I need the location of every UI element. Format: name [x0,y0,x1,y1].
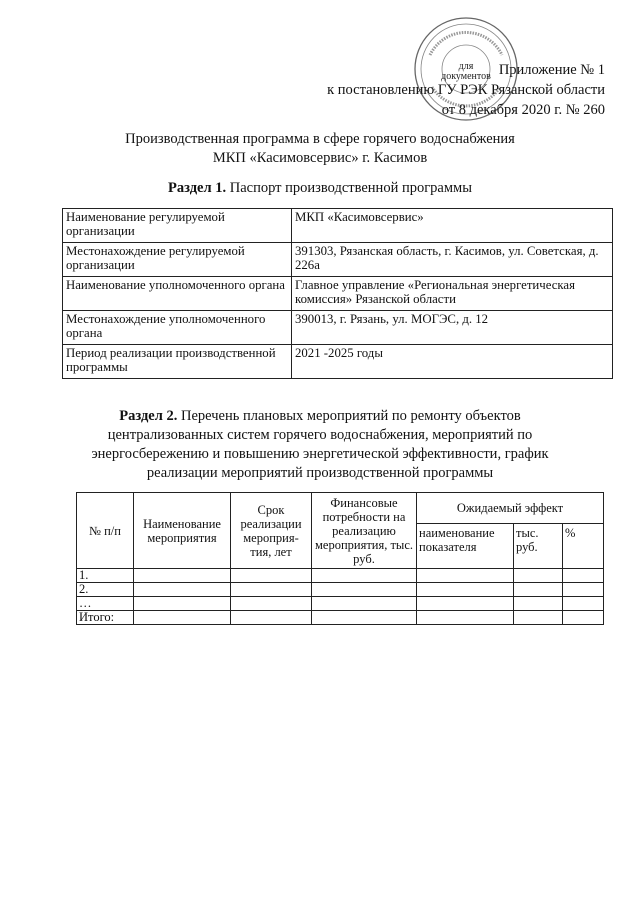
table-row [63,311,613,345]
passport-value: 390013, г. Рязань, ул. МОГЭС, д. 12 [292,311,613,345]
activities-table [76,492,604,625]
header-effect: Ожидаемый эффект [417,493,604,524]
header-finance: Финансовые потребности на реализацию мероприятия, тыс. руб. [312,493,417,569]
section1-heading [40,179,600,198]
table-row [63,345,613,379]
passport-label: Местонахождение регулируемой организации [63,243,292,277]
passport-value: Главное управление «Региональная энергетическая комиссия» Рязанской области [292,277,613,311]
header-term: Срок реализации мероприя-тия, лет [231,493,312,569]
section2-title: Перечень плановых мероприятий по ремонту объектов централизованных систем горячего водоснабжения, мероприятий по энергосбережению и повышению энергетической эффективности, график реализации мероприятий производственной программы [91,408,549,481]
passport-label: Местонахождение уполномоченного органа [63,311,292,345]
table-row [77,597,604,611]
header-num: № п/п [77,493,134,569]
table-row [63,243,613,277]
row-total: Итого: [77,611,134,625]
passport-label: Период реализации производственной программы [63,345,292,379]
row-number: 1. [77,569,134,583]
passport-value: 2021 -2025 годы [292,345,613,379]
appendix-line-3: от 8 декабря 2020 г. № 260 [441,102,605,118]
passport-label: Наименование регулируемой организации [63,209,292,243]
header-indicator: наименование показателя [417,524,514,569]
section1-title: Паспорт производственной программы [229,180,472,196]
title-line-1: Производственная программа в сфере горячего водоснабжения [125,131,515,147]
official-stamp [412,15,520,123]
header-percent: % [563,524,604,569]
title-line-2: МКП «Касимовсервис» г. Касимов [212,150,428,166]
header-rub: тыс. руб. [514,524,563,569]
section1-number: Раздел 1. [168,180,227,196]
stamp-text-1: для [458,61,474,72]
passport-table [62,208,613,379]
table-row [63,277,613,311]
section2-number: Раздел 2. [119,408,178,424]
table-row [77,569,604,583]
stamp-text-2: документов [441,71,491,82]
passport-value: МКП «Касимовсервис» [292,209,613,243]
table-row [63,209,613,243]
passport-label: Наименование уполномоченного органа [63,277,292,311]
appendix-line-1: Приложение № 1 [498,62,605,78]
document-title [40,130,600,168]
row-number: … [77,597,134,611]
table-row [77,583,604,597]
table-header-row [77,493,604,524]
passport-value: 391303, Рязанская область, г. Касимов, ул. Советская, д. 226а [292,243,613,277]
row-number: 2. [77,583,134,597]
header-name: Наименование мероприятия [134,493,231,569]
section2-heading [60,407,580,483]
table-row [77,611,604,625]
appendix-line-2: к постановлению ГУ РЭК Рязанской области [327,82,605,98]
